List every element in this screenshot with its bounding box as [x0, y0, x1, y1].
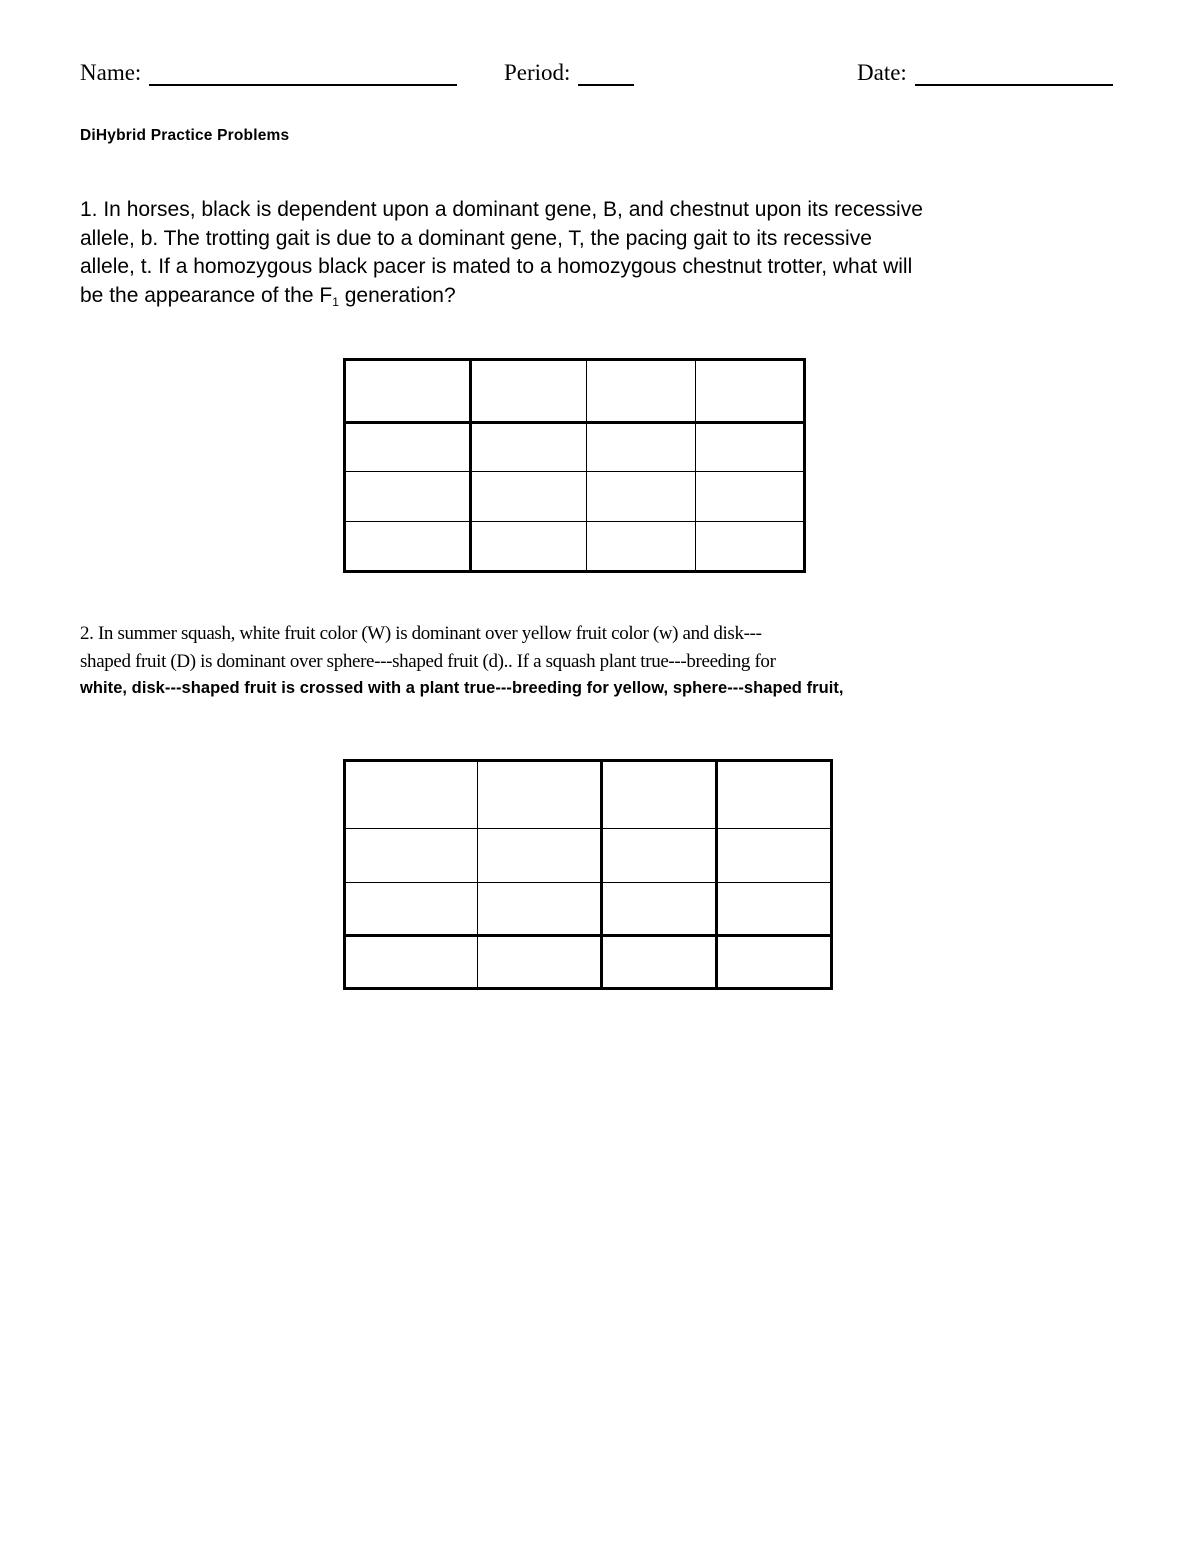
date-blank-line[interactable] [915, 60, 1113, 86]
grid-row [345, 829, 832, 883]
date-label: Date: [857, 60, 907, 85]
grid-cell[interactable] [471, 423, 587, 472]
grid-row [345, 423, 805, 472]
grid-cell[interactable] [602, 829, 717, 883]
grid-row [345, 936, 832, 989]
grid-cell[interactable] [602, 761, 717, 829]
grid-cell[interactable] [471, 522, 587, 572]
grid-cell[interactable] [345, 423, 471, 472]
grid-cell[interactable] [602, 883, 717, 936]
grid-cell[interactable] [478, 829, 602, 883]
name-blank-line[interactable] [149, 60, 457, 86]
grid-cell[interactable] [587, 423, 696, 472]
question-1-text: be the appearance of the F [80, 283, 333, 307]
grid-cell[interactable] [478, 883, 602, 936]
grid-cell[interactable] [602, 936, 717, 989]
grid-cell[interactable] [717, 936, 832, 989]
question-2-line: 2. In summer squash, white fruit color (W) is dominant over yellow fruit color (w) and disk‐‐‐ [80, 623, 762, 644]
date-field [857, 60, 1113, 86]
name-label: Name: [80, 60, 142, 85]
question-2 [80, 620, 1040, 703]
grid-cell[interactable] [345, 472, 471, 522]
grid-cell[interactable] [587, 360, 696, 423]
grid-cell[interactable] [696, 423, 805, 472]
question-1-line: allele, b. The trotting gait is due to a dominant gene, T, the pacing gait to its recessive [80, 226, 872, 250]
grid-cell[interactable] [717, 883, 832, 936]
grid-row [345, 472, 805, 522]
name-field [80, 60, 457, 86]
grid-cell[interactable] [696, 472, 805, 522]
grid-cell[interactable] [478, 761, 602, 829]
grid-row [345, 883, 832, 936]
question-1-line: allele, t. If a homozygous black pacer is mated to a homozygous chestnut trotter, what will [80, 255, 913, 278]
grid-cell[interactable] [696, 522, 805, 572]
grid-row [345, 761, 832, 829]
period-blank-line[interactable] [578, 60, 634, 86]
grid-cell[interactable] [345, 883, 478, 936]
period-field [504, 60, 634, 86]
question-1-line: 1. In horses, black is dependent upon a dominant gene, B, and chestnut upon its recessive [80, 198, 923, 221]
punnett-square-2 [343, 759, 833, 990]
question-2-line: white, disk‐‐‐shaped fruit is crossed with a plant true‐‐‐breeding for yellow, sphere‐‐‐shaped fruit, [80, 679, 844, 697]
grid-cell[interactable] [345, 829, 478, 883]
grid-cell[interactable] [345, 360, 471, 423]
grid-cell[interactable] [471, 472, 587, 522]
question-1-text-end: generation? [338, 283, 456, 307]
punnett-square-1 [343, 358, 806, 573]
grid-cell[interactable] [717, 761, 832, 829]
grid-cell[interactable] [345, 761, 478, 829]
grid-cell[interactable] [345, 522, 471, 572]
page-title: DiHybrid Practice Problems [80, 127, 290, 144]
grid-cell[interactable] [587, 522, 696, 572]
grid-cell[interactable] [345, 936, 478, 989]
question-1 [80, 196, 1040, 312]
header [0, 60, 1200, 100]
grid-cell[interactable] [717, 829, 832, 883]
period-label: Period: [504, 60, 571, 85]
grid-cell[interactable] [478, 936, 602, 989]
grid-cell[interactable] [587, 472, 696, 522]
grid-cell[interactable] [471, 360, 587, 423]
grid-cell[interactable] [696, 360, 805, 423]
grid-row [345, 360, 805, 423]
question-1-last-line [80, 282, 1040, 313]
question-2-line: shaped fruit (D) is dominant over sphere‐‐‐shaped fruit (d).. If a squash plant true‐‐‐breeding for [80, 650, 776, 672]
f1-subscript: 1 [332, 294, 339, 309]
grid-row [345, 522, 805, 572]
